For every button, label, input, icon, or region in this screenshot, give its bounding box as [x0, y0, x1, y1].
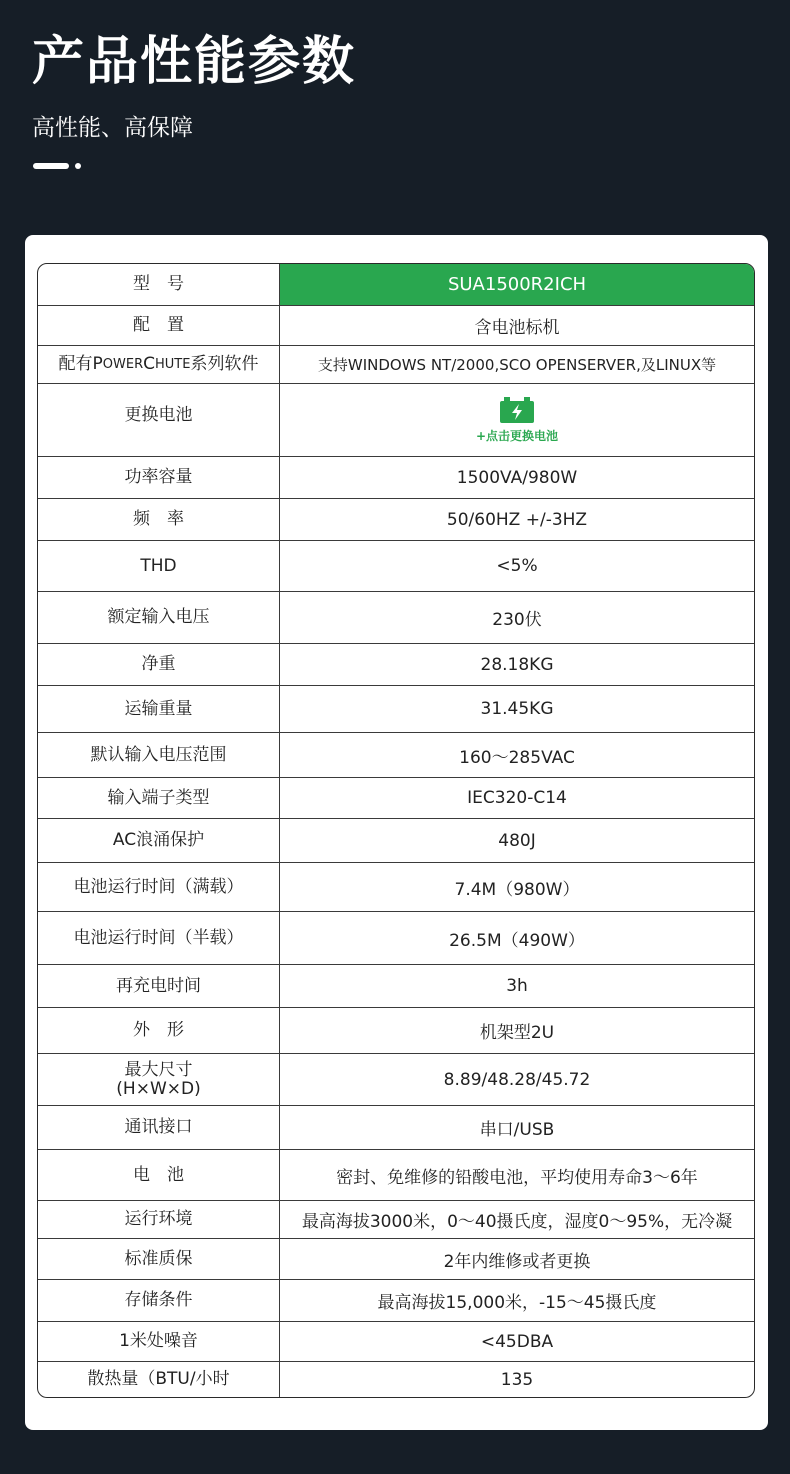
table-row	[38, 592, 754, 644]
model-value: SUA1500R2ICH	[280, 264, 754, 305]
row-value: IEC320-C14	[467, 788, 567, 808]
row-label: 运输重量	[38, 686, 280, 732]
table-row	[38, 863, 754, 912]
table-row-battery-replace	[38, 384, 754, 457]
row-label: 配 置	[38, 306, 280, 345]
row-label: 运行环境	[38, 1201, 280, 1238]
label-prefix: 配有	[58, 354, 93, 374]
row-label: 型 号	[38, 264, 280, 305]
table-row	[38, 686, 754, 733]
table-row	[38, 1322, 754, 1362]
row-value: <45DBA	[480, 1331, 554, 1352]
label-c: C	[143, 354, 156, 374]
table-row	[38, 778, 754, 819]
row-label: 1米处噪音	[38, 1322, 280, 1361]
label-p: P	[92, 354, 103, 374]
row-label	[38, 1054, 280, 1105]
row-label: 默认输入电压范围	[38, 733, 280, 777]
row-label: 再充电时间	[38, 965, 280, 1007]
row-value: 含电池标机	[474, 318, 560, 338]
table-row	[38, 1362, 754, 1397]
row-value: 密封、免维修的铅酸电池，平均使用寿命3～6年	[336, 1167, 698, 1188]
row-value: 28.18KG	[480, 654, 554, 675]
row-value: 最高海拔15,000米，-15～45摄氏度	[377, 1293, 657, 1313]
table-row	[38, 912, 754, 965]
row-value: 135	[500, 1369, 534, 1390]
row-label: AC浪涌保护	[38, 819, 280, 862]
row-value: 160～285VAC	[459, 747, 575, 768]
table-row	[38, 1280, 754, 1322]
table-row	[38, 457, 754, 499]
row-label: THD	[38, 541, 280, 591]
row-label: 额定输入电压	[38, 592, 280, 643]
label-line-1: 最大尺寸	[124, 1059, 193, 1080]
row-value: 31.45KG	[480, 699, 554, 719]
row-label: 散热量（BTU/小时	[38, 1362, 280, 1397]
row-label: 外 形	[38, 1008, 280, 1053]
row-label: 电池运行时间（满载）	[38, 863, 280, 911]
spec-table	[37, 263, 755, 1398]
row-label: 电 池	[38, 1150, 280, 1200]
row-value: 支持WINDOWS NT/2000,SCO OPENSERVER,及LINUX等	[317, 356, 717, 374]
row-value: 最高海拔3000米，0～40摄氏度，湿度0～95%，无冷凝	[301, 1212, 733, 1232]
row-value: 1500VA/980W	[456, 467, 578, 488]
table-row	[38, 1054, 754, 1106]
table-row	[38, 1150, 754, 1201]
page-subtitle: 高性能、高保障	[32, 115, 193, 141]
row-value: 26.5M（490W）	[449, 930, 585, 951]
table-row	[38, 306, 754, 346]
row-value: 7.4M（980W）	[454, 879, 580, 900]
label-line-2: (H×W×D)	[116, 1078, 201, 1099]
row-value: 3h	[506, 976, 528, 996]
row-value: 480J	[498, 830, 536, 851]
table-row	[38, 965, 754, 1008]
row-value: 2年内维修或者更换	[443, 1251, 591, 1272]
table-row	[38, 1008, 754, 1054]
label-hute: HUTE	[155, 357, 191, 372]
row-label: 通讯接口	[38, 1106, 280, 1149]
row-label: 电池运行时间（半载）	[38, 912, 280, 964]
label-suffix: 系列软件	[190, 354, 259, 374]
row-label: 输入端子类型	[38, 778, 280, 818]
row-label: 频 率	[38, 499, 280, 540]
table-row	[38, 733, 754, 778]
row-label: 标准质保	[38, 1239, 280, 1279]
row-value: 8.89/48.28/45.72	[443, 1069, 591, 1090]
accent-dot	[75, 163, 81, 169]
page-title: 产品性能参数	[32, 32, 357, 92]
table-row	[38, 1239, 754, 1280]
row-label: 更换电池	[38, 384, 280, 456]
table-row	[38, 346, 754, 384]
replace-battery-text[interactable]: +点击更换电池	[475, 428, 559, 443]
table-row	[38, 541, 754, 592]
row-value: 串口/USB	[479, 1120, 555, 1140]
row-label	[38, 346, 280, 383]
label-ower: OWER	[102, 357, 144, 372]
table-row	[38, 1201, 754, 1239]
row-value: 50/60HZ +/-3HZ	[446, 509, 588, 530]
row-value: 机架型2U	[479, 1023, 555, 1043]
table-row	[38, 644, 754, 686]
row-value: <5%	[496, 556, 538, 576]
battery-icon	[500, 397, 534, 423]
row-label: 净重	[38, 644, 280, 685]
row-value: 230伏	[492, 610, 542, 630]
row-label: 功率容量	[38, 457, 280, 498]
accent-line	[33, 163, 69, 169]
table-row	[38, 1106, 754, 1150]
row-label: 存储条件	[38, 1280, 280, 1321]
table-row	[38, 819, 754, 863]
table-row	[38, 499, 754, 541]
replace-battery-link[interactable]	[280, 384, 754, 456]
table-row-model	[38, 264, 754, 306]
